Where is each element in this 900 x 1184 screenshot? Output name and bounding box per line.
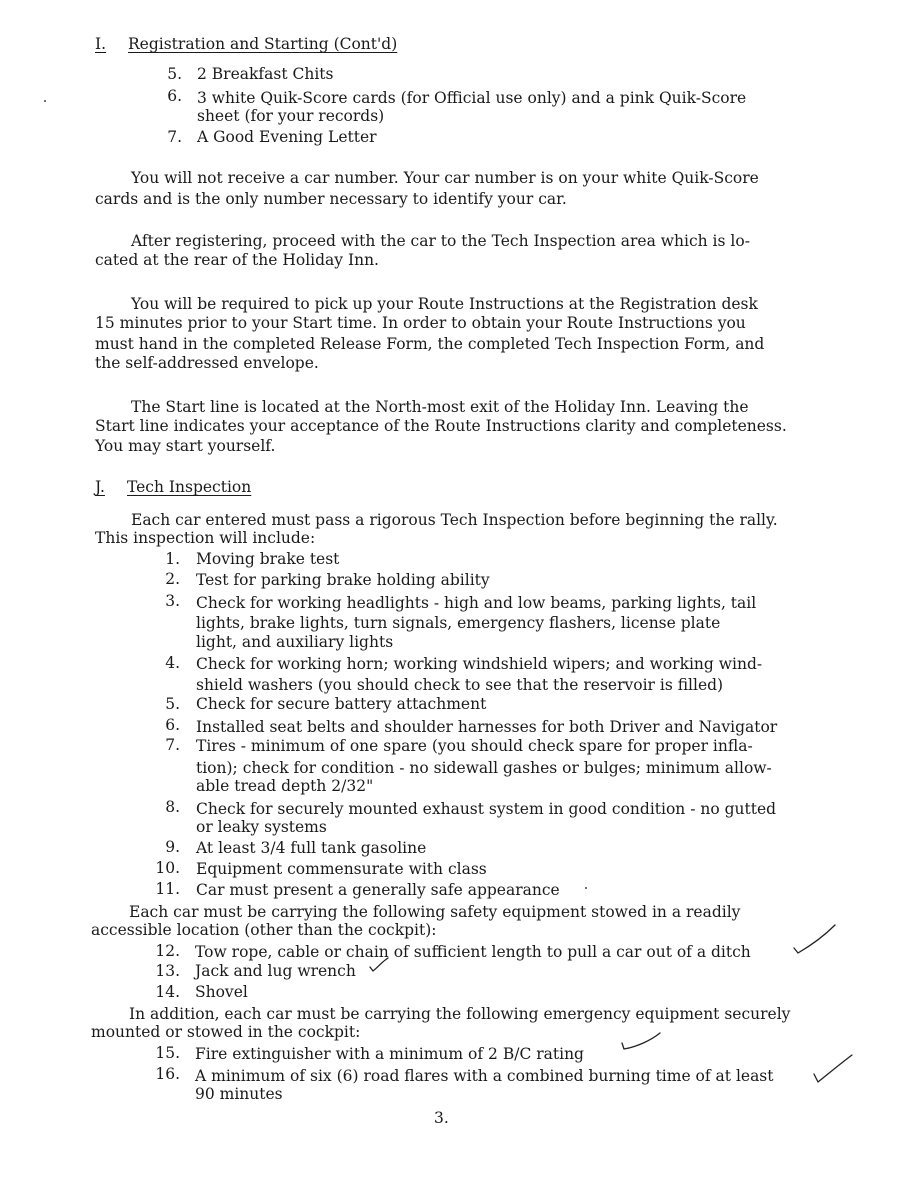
list-item-text: Test for parking brake holding ability bbox=[196, 571, 490, 589]
handwritten-check-icon bbox=[618, 1030, 664, 1054]
scan-speck bbox=[585, 887, 587, 889]
paragraph-line: You will be required to pick up your Route Instructions at the Registration desk bbox=[131, 295, 758, 313]
list-item-number: 8. bbox=[165, 798, 180, 816]
paragraph-line: After registering, proceed with the car to the Tech Inspection area which is lo- bbox=[131, 232, 750, 250]
list-item-text: Check for securely mounted exhaust system in good condition - no gutted bbox=[196, 800, 777, 818]
paragraph-line: must hand in the completed Release Form, the completed Tech Inspection Form, and bbox=[95, 335, 765, 353]
list-item-text: A minimum of six (6) road flares with a combined burning time of at least bbox=[195, 1067, 774, 1085]
list-item-text: Check for secure battery attachment bbox=[196, 695, 487, 713]
list-item-number: 7. bbox=[167, 128, 182, 146]
scan-speck bbox=[44, 100, 46, 102]
list-item-text: Check for working horn; working windshield wipers; and working wind- bbox=[196, 655, 763, 673]
list-item-text: At least 3/4 full tank gasoline bbox=[196, 839, 427, 857]
list-item-number: 14. bbox=[155, 983, 180, 1001]
list-item-number: 11. bbox=[155, 880, 180, 898]
list-item-text: shield washers (you should check to see that the reservoir is filled) bbox=[196, 676, 724, 694]
list-item-text: or leaky systems bbox=[196, 818, 327, 836]
section-i-title: Registration and Starting (Cont'd) bbox=[128, 35, 398, 53]
list-item-number: 2. bbox=[165, 570, 180, 588]
list-item-text: lights, brake lights, turn signals, emergency flashers, license plate bbox=[196, 614, 721, 632]
section-j-letter: J. bbox=[95, 478, 105, 496]
list-item-number: 6. bbox=[167, 87, 182, 105]
paragraph-line: This inspection will include: bbox=[95, 529, 316, 547]
list-item-text: 2 Breakfast Chits bbox=[197, 65, 334, 83]
list-item-number: 13. bbox=[155, 962, 180, 980]
list-item-number: 9. bbox=[165, 838, 180, 856]
list-item-number: 5. bbox=[167, 65, 182, 83]
list-item-text: 3 white Quik-Score cards (for Official use only) and a pink Quik-Score bbox=[197, 89, 747, 107]
paragraph-line: Start line indicates your acceptance of the Route Instructions clarity and completeness. bbox=[95, 417, 787, 435]
paragraph-line: In addition, each car must be carrying the following emergency equipment securely bbox=[129, 1005, 791, 1023]
list-item-number: 6. bbox=[165, 716, 180, 734]
list-item-text: 90 minutes bbox=[195, 1085, 283, 1103]
handwritten-check-icon bbox=[810, 1052, 856, 1086]
paragraph-line: 15 minutes prior to your Start time. In order to obtain your Route Instructions you bbox=[95, 314, 746, 332]
list-item-text: Tow rope, cable or chain of sufficient length to pull a car out of a ditch bbox=[195, 943, 751, 961]
list-item-text: Equipment commensurate with class bbox=[196, 860, 487, 878]
list-item-number: 7. bbox=[165, 736, 180, 754]
list-item-text: Fire extinguisher with a minimum of 2 B/C rating bbox=[195, 1045, 584, 1063]
paragraph-line: cated at the rear of the Holiday Inn. bbox=[95, 251, 379, 269]
section-i-letter: I. bbox=[95, 35, 107, 53]
paragraph-line: The Start line is located at the North-most exit of the Holiday Inn. Leaving the bbox=[131, 398, 749, 416]
list-item-number: 12. bbox=[155, 942, 180, 960]
list-item-number: 10. bbox=[155, 859, 180, 877]
paragraph-line: You may start yourself. bbox=[95, 437, 276, 455]
list-item-number: 1. bbox=[165, 550, 180, 568]
list-item-text: Shovel bbox=[195, 983, 248, 1001]
list-item-text: Moving brake test bbox=[196, 550, 340, 568]
list-item-text: Tires - minimum of one spare (you should check spare for proper infla- bbox=[196, 737, 753, 755]
paragraph-line: Each car must be carrying the following safety equipment stowed in a readily bbox=[129, 903, 741, 921]
paragraph-line: mounted or stowed in the cockpit: bbox=[91, 1023, 361, 1041]
list-item-text: able tread depth 2/32" bbox=[196, 777, 374, 795]
list-item-text: Check for working headlights - high and low beams, parking lights, tail bbox=[196, 594, 757, 612]
list-item-text: light, and auxiliary lights bbox=[196, 633, 394, 651]
list-item-text: Car must present a generally safe appearance bbox=[196, 881, 560, 899]
list-item-text: A Good Evening Letter bbox=[197, 128, 377, 146]
list-item-number: 4. bbox=[165, 654, 180, 672]
list-item-text: sheet (for your records) bbox=[197, 107, 385, 125]
section-j-title: Tech Inspection bbox=[127, 478, 252, 496]
list-item-text: tion); check for condition - no sidewall gashes or bulges; minimum allow- bbox=[196, 759, 772, 777]
paragraph-line: the self-addressed envelope. bbox=[95, 354, 319, 372]
list-item-text: Jack and lug wrench bbox=[195, 962, 356, 980]
paragraph-line: Each car entered must pass a rigorous Tech Inspection before beginning the rally. bbox=[131, 511, 778, 529]
paragraph-line: You will not receive a car number. Your car number is on your white Quik-Score bbox=[131, 169, 759, 187]
list-item-number: 15. bbox=[155, 1044, 180, 1062]
list-item-text: Installed seat belts and shoulder harnesses for both Driver and Navigator bbox=[196, 718, 778, 736]
list-item-number: 5. bbox=[165, 695, 180, 713]
paragraph-line: accessible location (other than the cockpit): bbox=[91, 921, 437, 939]
handwritten-check-icon bbox=[367, 955, 391, 975]
list-item-number: 16. bbox=[155, 1065, 180, 1083]
handwritten-check-icon bbox=[790, 922, 840, 958]
list-item-number: 3. bbox=[165, 592, 180, 610]
page-number: 3. bbox=[434, 1109, 449, 1127]
paragraph-line: cards and is the only number necessary to identify your car. bbox=[95, 190, 567, 208]
